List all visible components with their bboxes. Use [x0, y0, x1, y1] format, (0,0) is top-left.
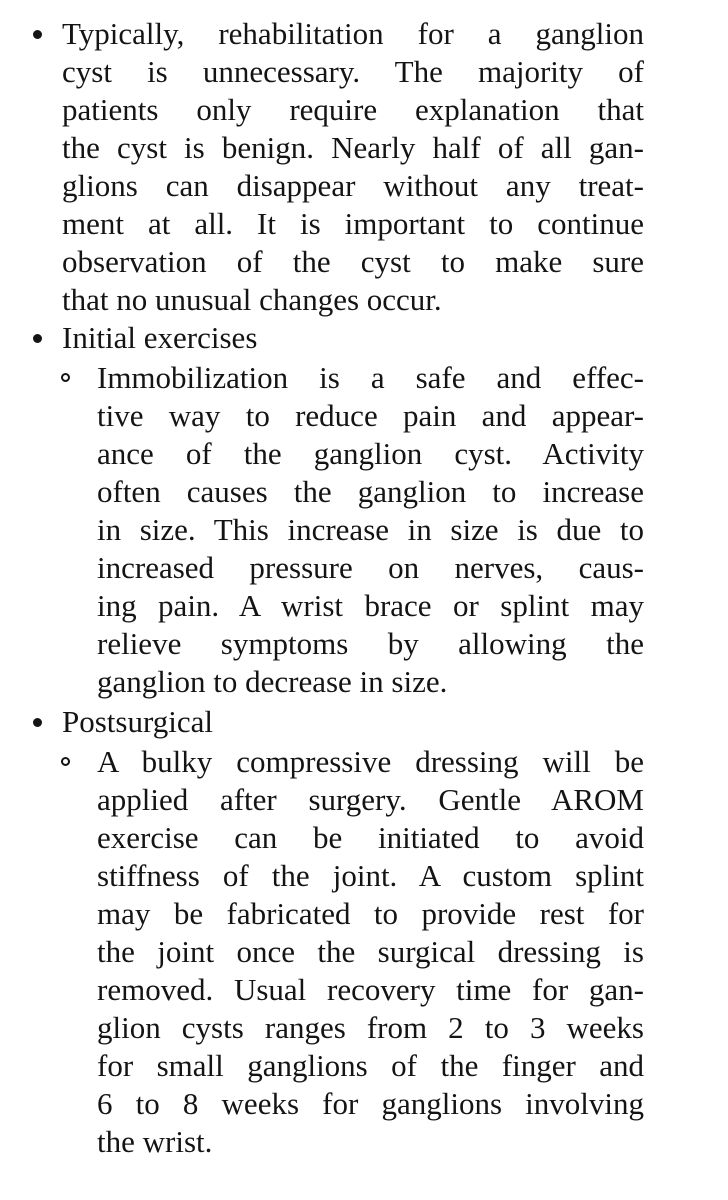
text-line: Immobilization is a safe and effec-	[97, 360, 644, 395]
text-line: in size. This increase in size is due to	[97, 512, 644, 547]
text-line: glion cysts ranges from 2 to 3 weeks	[97, 1010, 644, 1045]
list-item-heading: Postsurgical	[62, 704, 213, 739]
text-line: ance of the ganglion cyst. Activity	[97, 436, 644, 471]
text-line: removed. Usual recovery time for gan-	[97, 972, 644, 1007]
bullet-dot	[33, 334, 42, 343]
text-line: often causes the ganglion to increase	[97, 474, 644, 509]
bullet-dot	[33, 30, 42, 39]
text-line: cyst is unnecessary. The majority of	[62, 54, 644, 89]
bullet-dot	[33, 718, 42, 727]
list-item-heading: Initial exercises	[62, 320, 258, 355]
text-line: the wrist.	[97, 1124, 213, 1159]
sub-bullet-circle	[61, 757, 70, 766]
sub-bullet-circle	[61, 373, 70, 382]
text-line: 6 to 8 weeks for ganglions involving	[97, 1086, 644, 1121]
text-line: for small ganglions of the finger and	[97, 1048, 644, 1083]
text-line: patients only require explanation that	[62, 92, 644, 127]
text-line: glions can disappear without any treat-	[62, 168, 644, 203]
text-line: observation of the cyst to make sure	[62, 244, 644, 279]
text-line: increased pressure on nerves, caus-	[97, 550, 644, 585]
text-line: exercise can be initiated to avoid	[97, 820, 644, 855]
text-line: A bulky compressive dressing will be	[97, 744, 644, 779]
text-line: ing pain. A wrist brace or splint may	[97, 588, 644, 623]
text-line: relieve symptoms by allowing the	[97, 626, 644, 661]
text-line: ganglion to decrease in size.	[97, 664, 448, 699]
text-line: may be fabricated to provide rest for	[97, 896, 644, 931]
text-line: the joint once the surgical dressing is	[97, 934, 644, 969]
text-line: stiffness of the joint. A custom splint	[97, 858, 644, 893]
text-line: that no unusual changes occur.	[62, 282, 442, 317]
text-line: the cyst is benign. Nearly half of all gan-	[62, 130, 644, 165]
text-line: Typically, rehabilitation for a ganglion	[62, 16, 644, 51]
text-line: tive way to reduce pain and appear-	[97, 398, 644, 433]
text-line: ment at all. It is important to continue	[62, 206, 644, 241]
text-line: applied after surgery. Gentle AROM	[97, 782, 644, 817]
